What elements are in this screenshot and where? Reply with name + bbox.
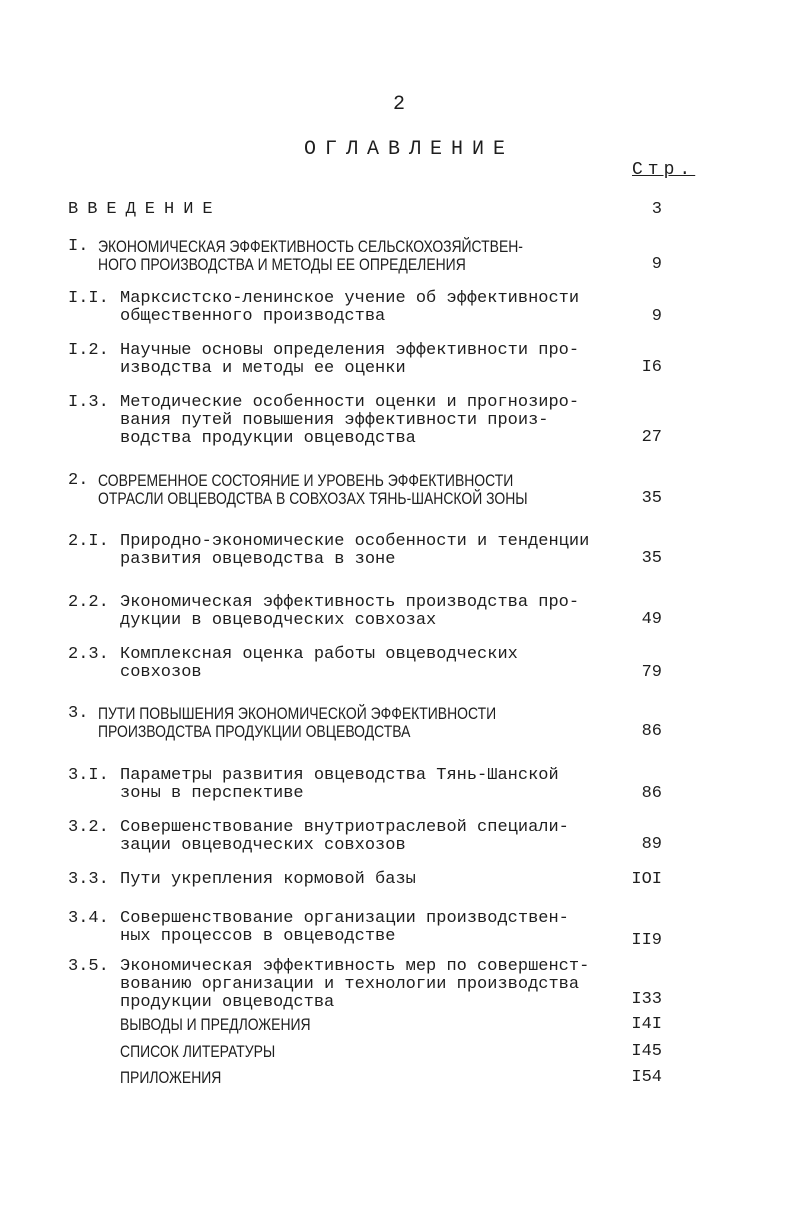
toc-entry-title: Марксистско-ленинское учение об эффективности общественного производства bbox=[120, 289, 580, 326]
toc-entry-title: Параметры развития овцеводства Тянь-Шанской зоны в перспективе bbox=[120, 766, 559, 803]
toc-entry-page: 3 bbox=[651, 200, 662, 219]
toc-entry-number: I.2. bbox=[68, 341, 109, 360]
toc-entry-page: 89 bbox=[641, 835, 662, 854]
toc-entry-page: I6 bbox=[641, 358, 662, 377]
toc-entry-title: Пути укрепления кормовой базы bbox=[120, 870, 416, 889]
toc-title: ОГЛАВЛЕНИЕ bbox=[303, 138, 515, 161]
toc-entry-title: Методические особенности оценки и прогнозиро- вания путей повышения эффективности произ- водства продукции овцеводства bbox=[120, 393, 580, 448]
toc-entry-page: II9 bbox=[631, 931, 662, 950]
toc-entry-number: I. bbox=[68, 237, 89, 256]
toc-entry-page: 35 bbox=[641, 549, 662, 568]
toc-entry-section-3-4 bbox=[68, 910, 668, 946]
toc-entry-number: 3.5. bbox=[68, 957, 109, 976]
toc-entry-page: 35 bbox=[641, 489, 662, 508]
toc-entry-section-1-3 bbox=[68, 394, 668, 448]
page-number: 2 bbox=[392, 93, 405, 116]
toc-entry-chapter-3 bbox=[68, 705, 668, 741]
toc-entry-page: 9 bbox=[651, 307, 662, 326]
toc-entry-section-3-3 bbox=[68, 871, 668, 889]
toc-entry-page: 79 bbox=[641, 663, 662, 682]
toc-entry-page: 9 bbox=[651, 255, 662, 274]
toc-entry-section-3-5 bbox=[68, 958, 668, 1012]
toc-entry-page: I45 bbox=[631, 1042, 662, 1061]
toc-entry-title: ЭКОНОМИЧЕСКАЯ ЭФФЕКТИВНОСТЬ СЕЛЬСКОХОЗЯЙСТВЕН- НОГО ПРОИЗВОДСТВА И МЕТОДЫ ЕЕ ОПРЕДЕЛЕНИЯ bbox=[98, 237, 523, 274]
toc-entry-title: Экономическая эффективность мер по совершенст- вованию организации и технологии производства продукции овцеводства bbox=[120, 957, 590, 1012]
toc-entry-title: Совершенствование внутриотраслевой специали- зации овцеводческих совхозов bbox=[120, 818, 569, 855]
toc-entry-section-3-2 bbox=[68, 819, 668, 855]
toc-entry-page: 86 bbox=[641, 784, 662, 803]
toc-entry-page: 27 bbox=[641, 428, 662, 447]
toc-entry-page: IOI bbox=[631, 870, 662, 889]
toc-entry-chapter-2 bbox=[68, 472, 668, 508]
toc-entry-section-2-1 bbox=[68, 533, 668, 569]
toc-entry-section-2-2 bbox=[68, 594, 668, 630]
toc-entry-section-1-2 bbox=[68, 342, 668, 378]
toc-entry-title: Природно-экономические особенности и тенденции развития овцеводства в зоне bbox=[120, 532, 590, 569]
page-column-header: Стр. bbox=[632, 160, 696, 180]
toc-entry-title: Совершенствование организации производствен- ных процессов в овцеводстве bbox=[120, 909, 569, 946]
toc-entry-number: 3.2. bbox=[68, 818, 109, 837]
toc-entry-title: ПРИЛОЖЕНИЯ bbox=[120, 1068, 222, 1087]
toc-entry-section-2-3 bbox=[68, 646, 668, 682]
toc-entry-number: 2. bbox=[68, 471, 89, 490]
toc-entry-title: Комплексная оценка работы овцеводческих совхозов bbox=[120, 645, 518, 682]
toc-entry-number: 2.2. bbox=[68, 593, 109, 612]
toc-entry-title: ПУТИ ПОВЫШЕНИЯ ЭКОНОМИЧЕСКОЙ ЭФФЕКТИВНОСТИ ПРОИЗВОДСТВА ПРОДУКЦИИ ОВЦЕВОДСТВА bbox=[98, 704, 497, 741]
toc-entry-page: I4I bbox=[631, 1015, 662, 1034]
toc-entry-page: I54 bbox=[631, 1068, 662, 1087]
toc-entry-title: Научные основы определения эффективности про- изводства и методы ее оценки bbox=[120, 341, 580, 378]
toc-entry-number: 2.3. bbox=[68, 645, 109, 664]
toc-entry-title: СПИСОК ЛИТЕРАТУРЫ bbox=[120, 1042, 276, 1061]
toc-entry-page: I33 bbox=[631, 990, 662, 1009]
toc-entry-title: ВЫВОДЫ И ПРЕДЛОЖЕНИЯ bbox=[120, 1015, 311, 1034]
toc-entry-number: I.I. bbox=[68, 289, 109, 308]
toc-entry-chapter-1 bbox=[68, 238, 668, 274]
toc-entry-page: 86 bbox=[641, 722, 662, 741]
toc-entry-section-3-1 bbox=[68, 767, 668, 803]
toc-entry-number: 3.3. bbox=[68, 870, 109, 889]
toc-entry-number: 3.4. bbox=[68, 909, 109, 928]
toc-entry-number: 2.I. bbox=[68, 532, 109, 551]
toc-entry-number: 3.I. bbox=[68, 766, 109, 785]
toc-entry-title: Экономическая эффективность производства про- дукции в овцеводческих совхозах bbox=[120, 593, 580, 630]
toc-entry-page: 49 bbox=[641, 610, 662, 629]
toc-entry-section-1-1 bbox=[68, 290, 668, 326]
toc-entry-number: I.3. bbox=[68, 393, 109, 412]
toc-entry-title: ВВЕДЕНИЕ bbox=[68, 200, 222, 219]
toc-entry-number: 3. bbox=[68, 704, 89, 723]
toc-entry-title: СОВРЕМЕННОЕ СОСТОЯНИЕ И УРОВЕНЬ ЭФФЕКТИВНОСТИ ОТРАСЛИ ОВЦЕВОДСТВА В СОВХОЗАХ ТЯНЬ-ШАНСКОЙ ЗОНЫ bbox=[98, 471, 528, 508]
toc-entry-introduction bbox=[68, 201, 668, 219]
